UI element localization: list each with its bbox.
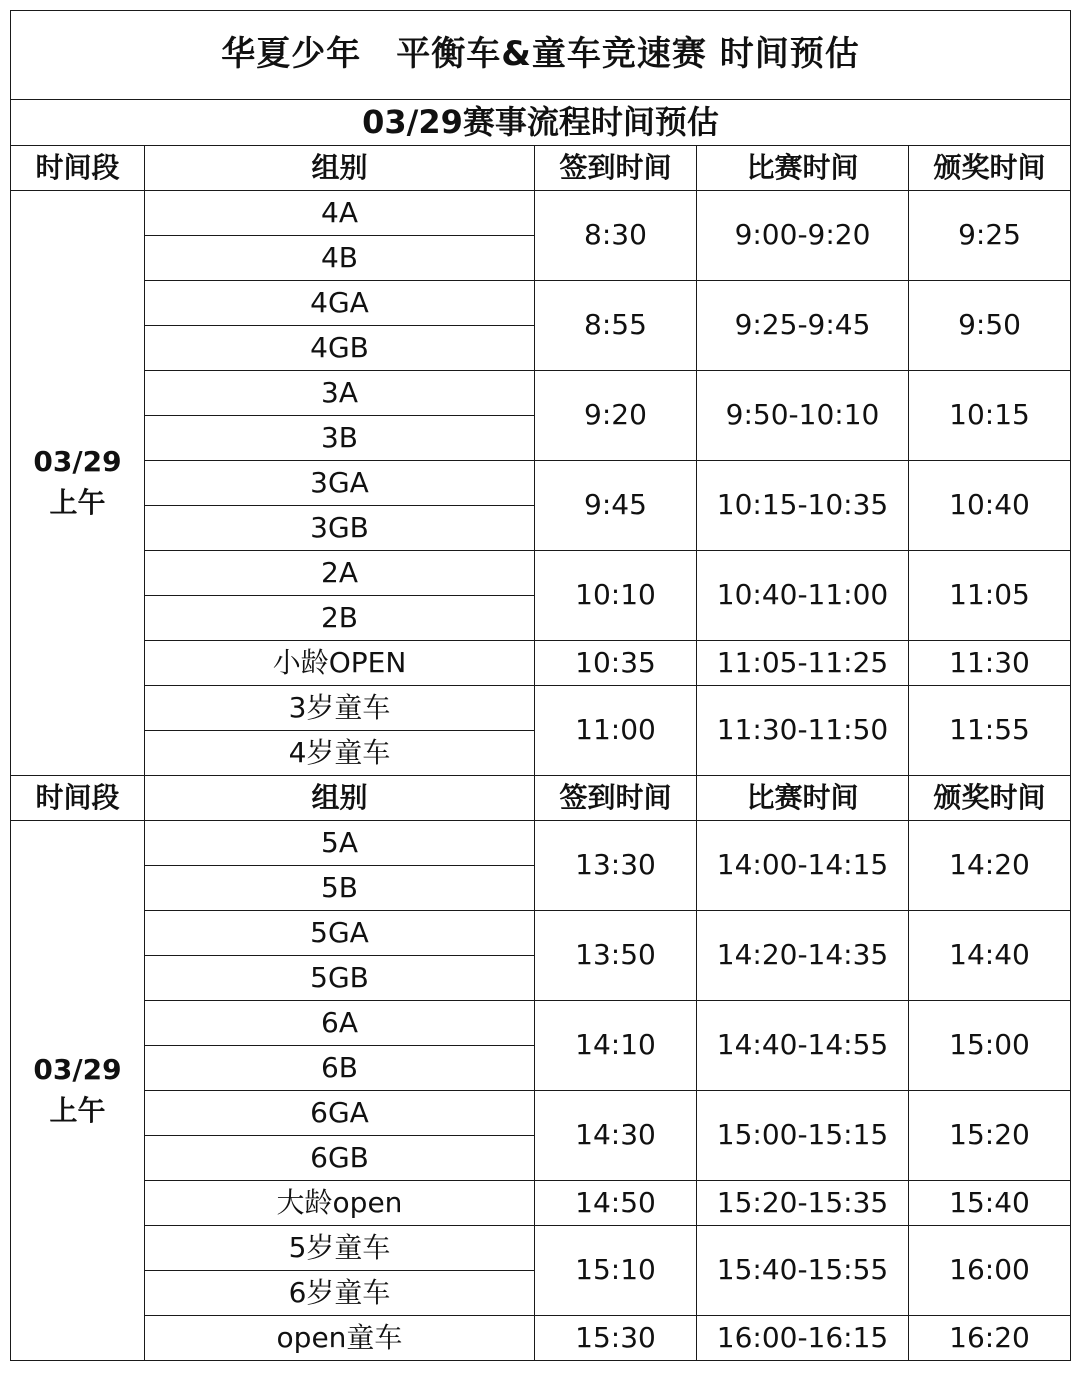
group-cell: 5岁童车	[145, 1226, 535, 1271]
table-row	[11, 1181, 1071, 1226]
race-time-cell: 14:00-14:15	[697, 821, 909, 911]
race-time-cell: 14:40-14:55	[697, 1001, 909, 1091]
race-time-cell: 9:00-9:20	[697, 191, 909, 281]
award-time-cell: 11:55	[909, 686, 1071, 776]
period-date: 03/29	[33, 1052, 122, 1086]
group-cell: 3A	[145, 371, 535, 416]
checkin-time-cell: 14:30	[535, 1091, 697, 1181]
group-cell: 3B	[145, 416, 535, 461]
table-row	[11, 551, 1071, 596]
race-time-cell: 16:00-16:15	[697, 1316, 909, 1361]
period-label: 上午	[49, 1093, 106, 1127]
award-time-cell: 15:40	[909, 1181, 1071, 1226]
header-award: 颁奖时间	[909, 776, 1071, 821]
group-cell: 4B	[145, 236, 535, 281]
header-checkin: 签到时间	[535, 776, 697, 821]
period-label: 上午	[49, 486, 106, 519]
race-time-cell: 15:20-15:35	[697, 1181, 909, 1226]
race-time-cell: 10:40-11:00	[697, 551, 909, 641]
checkin-time-cell: 13:30	[535, 821, 697, 911]
table-row	[11, 821, 1071, 866]
award-time-cell: 14:40	[909, 911, 1071, 1001]
group-cell: 2B	[145, 596, 535, 641]
race-time-cell: 9:50-10:10	[697, 371, 909, 461]
checkin-time-cell: 13:50	[535, 911, 697, 1001]
race-time-cell: 15:40-15:55	[697, 1226, 909, 1316]
award-time-cell: 15:20	[909, 1091, 1071, 1181]
award-time-cell: 14:20	[909, 821, 1071, 911]
table-row	[11, 461, 1071, 506]
group-cell: 6GA	[145, 1091, 535, 1136]
race-time-cell: 11:30-11:50	[697, 686, 909, 776]
checkin-time-cell: 10:10	[535, 551, 697, 641]
group-cell: 5GB	[145, 956, 535, 1001]
group-cell: 5GA	[145, 911, 535, 956]
header-race: 比赛时间	[697, 776, 909, 821]
award-time-cell: 11:05	[909, 551, 1071, 641]
table-row	[11, 1091, 1071, 1136]
header-group: 组别	[145, 776, 535, 821]
checkin-time-cell: 10:35	[535, 641, 697, 686]
group-cell: open童车	[145, 1316, 535, 1361]
table-row	[11, 911, 1071, 956]
schedule-subtitle: 03/29赛事流程时间预估	[11, 100, 1071, 146]
group-cell: 6岁童车	[145, 1271, 535, 1316]
header-row	[11, 776, 1071, 821]
group-cell: 5B	[145, 866, 535, 911]
checkin-time-cell: 11:00	[535, 686, 697, 776]
group-cell: 3GA	[145, 461, 535, 506]
period-cell	[11, 191, 145, 776]
group-cell: 6GB	[145, 1136, 535, 1181]
group-cell: 4GA	[145, 281, 535, 326]
checkin-time-cell: 9:20	[535, 371, 697, 461]
award-time-cell: 16:00	[909, 1226, 1071, 1316]
header-period: 时间段	[11, 146, 145, 191]
award-time-cell: 9:25	[909, 191, 1071, 281]
race-time-cell: 9:25-9:45	[697, 281, 909, 371]
table-row	[11, 1001, 1071, 1046]
award-time-cell: 11:30	[909, 641, 1071, 686]
checkin-time-cell: 14:10	[535, 1001, 697, 1091]
table-row	[11, 371, 1071, 416]
header-award: 颁奖时间	[909, 146, 1071, 191]
table-row	[11, 686, 1071, 731]
table-row	[11, 281, 1071, 326]
page-title: 华夏少年 平衡车&童车竞速赛 时间预估	[11, 11, 1071, 100]
header-row	[11, 146, 1071, 191]
race-time-cell: 15:00-15:15	[697, 1091, 909, 1181]
period-cell	[11, 821, 145, 1361]
period-date: 03/29	[33, 445, 122, 479]
race-time-cell: 14:20-14:35	[697, 911, 909, 1001]
checkin-time-cell: 15:10	[535, 1226, 697, 1316]
checkin-time-cell: 8:30	[535, 191, 697, 281]
group-cell: 大龄open	[145, 1181, 535, 1226]
race-time-cell: 11:05-11:25	[697, 641, 909, 686]
award-time-cell: 15:00	[909, 1001, 1071, 1091]
checkin-time-cell: 8:55	[535, 281, 697, 371]
header-checkin: 签到时间	[535, 146, 697, 191]
group-cell: 4岁童车	[145, 731, 535, 776]
group-cell: 6B	[145, 1046, 535, 1091]
schedule-table	[10, 10, 1071, 1361]
table-row	[11, 1226, 1071, 1271]
award-time-cell: 9:50	[909, 281, 1071, 371]
race-time-cell: 10:15-10:35	[697, 461, 909, 551]
group-cell: 2A	[145, 551, 535, 596]
group-cell: 6A	[145, 1001, 535, 1046]
header-race: 比赛时间	[697, 146, 909, 191]
group-cell: 3岁童车	[145, 686, 535, 731]
header-period: 时间段	[11, 776, 145, 821]
group-cell: 5A	[145, 821, 535, 866]
group-cell: 3GB	[145, 506, 535, 551]
header-group: 组别	[145, 146, 535, 191]
table-row	[11, 641, 1071, 686]
award-time-cell: 16:20	[909, 1316, 1071, 1361]
checkin-time-cell: 9:45	[535, 461, 697, 551]
group-cell: 4GB	[145, 326, 535, 371]
group-cell: 小龄OPEN	[145, 641, 535, 686]
group-cell: 4A	[145, 191, 535, 236]
checkin-time-cell: 14:50	[535, 1181, 697, 1226]
table-row	[11, 1316, 1071, 1361]
table-row	[11, 191, 1071, 236]
award-time-cell: 10:15	[909, 371, 1071, 461]
award-time-cell: 10:40	[909, 461, 1071, 551]
checkin-time-cell: 15:30	[535, 1316, 697, 1361]
